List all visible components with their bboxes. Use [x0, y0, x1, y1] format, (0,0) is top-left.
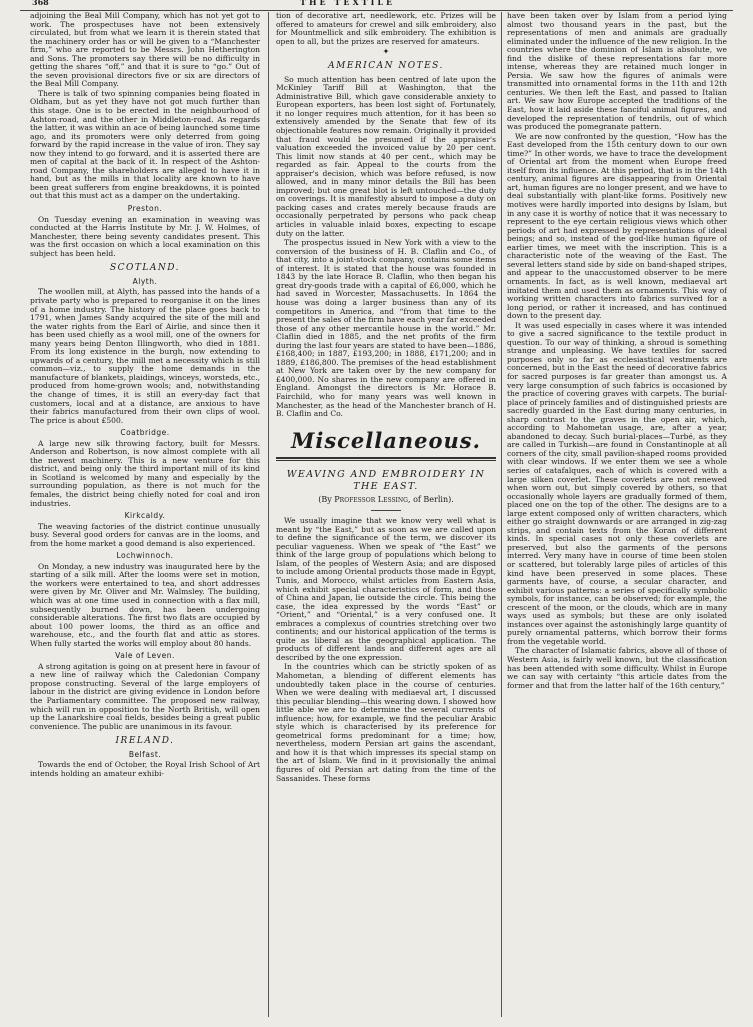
section-american-notes: AMERICAN NOTES. [328, 61, 444, 72]
american-paragraph-2: The prospectus issued in New York with a view to the conversion of the business of H. B. Claflin and Co., of that city, into a joint-stock company, contains some items of interest. It is stated that the house was founded in 1843 by the late Horace B. Claflin, who then began his great dry-goods trade with a capital of £6,000, which he had saved in Worcester, Massachusetts. In 1864 the house was doing a larger business than any of its competitors in America, and “from that time to the present the sales of the firm have each year far exceeded those of any other mercantile house in the world.” Mr. Claflin died in 1885, and the net profits of the firm during the last four years are stated to have been—1886, £168,400; in 1887, £193,200; in 1888, £171,200; and in 1889, £186,800. The premises of the head establishment at New York are taken over by the new company for £400,000. No shares in the new company are offered in England. Amongst the directors is Mr. Horace B. Fairchild, who for many years was well known in Manchester, as the head of the Manchester branch of H. B. Claflin and Co. [276, 238, 496, 419]
subhead-belfast: Belfast. [128, 749, 162, 759]
american-paragraph-1: So much attention has been centred of late upon the McKinley Tariff Bill at Washington, that the Administrative Bill, which gave considerable anxiety to European exporters, has been lost sight of. Fortunately, it no longer requires much attention, for it has been so extensively amended by the Senate that few of its objectionable features now remain. Originally it provided that fraud would be presumed if the appraiser's valuation exceeded the invoiced value by 20 per cent. This limit now stands at 40 per cent., which may be regarded as fair. Appeal to the courts from the appraiser's decision, which was before refused, is now allowed, and in many minor details the Bill has been improved; but one great blot is left untouched—the duty on coverings. It is manifestly absurd to impose a duty on packing cases and crates merely because frauds are occasionally perpetrated by persons who pack cheap articles in valuable inlaid boxes, expecting to escape duty on the latter. [276, 74, 496, 238]
column-rule-left [268, 12, 269, 1017]
weaving-continued-3: It was used especially in cases where it was intended to give a sacred significance to the textile product in question. To our way of thinking, a shroud is something strange and unpleasing. We have textiles for sacred purposes only so far as ecclesiastical vestments are concerned, but in the East the need of decorative fabrics for sacred purposes is far greater than amongst us. A very large consumption of such fabrics is occasioned by the practice of covering graves with carpets. The burial-place of princely families and of distinguished priests are sacredly guarded in the East during many centuries, in sharp contrast to the graves in the open air, which, according to Mahometan usage, are, after a year, abandoned to decay. Such burial-places—Turbé, as they are called in Turkish—are found in Constantinople at all corners of the city, small pavilion-shaped rooms provided with clear windows. If we enter them we see a whole series of catafalques, each of which is covered with a large silken coverlet. These coverlets are not renewed when worn out, but simply covered by others, so that occasionally whole layers are gradually formed of them, placed one on the top of the other. The designs are to a large extent composed only of written characters, which either go straight downwards or are arranged in zig-zag strips, and contain texts from the Koran of different kinds. In special cases not only these coverlets are preserved, but also the garments of the persons interred. Very many have in course of time been stolen or scattered, but tolerably large piles of articles of this kind have been preserved in some places. These garments have, of course, a secular character, and exhibit various patterns: a series of specifically symbolic symbols, for instance, can be observed; for example, the crescent of the moon, or the clouds, which are in many ways used as symbols; but these are only isolated instances over against the astonishingly large quantity of purely ornamental patterns, which borrow their forms from the vegetable world. [507, 320, 727, 646]
subhead-preston: Preston. [127, 204, 163, 214]
preston-paragraph: On Tuesday evening an examination in weaving was conducted at the Harris Institute by Mr. J. W. Holmes, of Manchester, there being seventy candidates present. This was the first occasion on which a local examination on this subject has been held. [30, 214, 260, 258]
weaving-continued-2: We are now confronted by the question, “How has the East developed from the 15th century down to our own time?” In other words, we have to trace the development of Oriental art from the moment when Europe freed itself from its influence. At this period, that is in the 14th century, animal figures are disappearing from Oriental art, human figures are no longer present, and we have to deal substantially with plant-like forms. Positively new motives were hardly imported into designs by Islam, but in any case it is worthy of notice that it was necessary to represent to the eye certain religious views which other periods of art had expressed by representations of ideal beings; and so, instead of the god-like human figure of earlier times, we meet with the inscription. This is a characteristic note of the weaving of the East. The several letters stand side by side on band-shaped stripes, and appear to the unaccustomed observer to be mere ornaments. In fact, as is well known, mediaeval art imitated them and used them as ornaments. This way of working written characters into fabrics survived for a long period, or rather it increased, and has continued down to the present day. [507, 131, 727, 321]
miscellaneous-heading: Miscellaneous. [291, 427, 481, 453]
running-header [20, 0, 733, 11]
column-right [507, 12, 727, 1020]
subhead-alyth: Alyth. [132, 276, 158, 286]
vale-of-leven-paragraph: A strong agitation is going on at present here in favour of a new line of railway which the Caledonian Company propose constructing. Several of the large employers of labour in the district are giving evidence in London before the Parliamentary committee. The proposed new railway, which will run in opposition to the North British, will open up the Lanarkshire coal fields, besides being a great public convenience. The public are unanimous in its favour. [30, 661, 260, 731]
belfast-continued: tion of decorative art, needlework, etc. Prizes will be offered to amateurs for crewel and silk embroidery, also for Mountmellick and silk embroidery. The exhibition is open to all, but the prizes are reserved for amateurs. [276, 12, 496, 46]
weaving-paragraph-1: We usually imagine that we know very well what is meant by “the East,” but as soon as we are called upon to define the significance of the term, we discover its peculiar vagueness. When we speak of “the East” we think of the large group of populations which belong to Islam, of the peoples of Western Asia; and are disposed to include among Oriental products those made in Egypt, Tunis, and Morocco, whilst articles from Eastern Asia, which exhibit special characteristics of form, and those of China and Japan, lie outside the circle. This being the case, the idea expressed by the words “East” or “Orient,” and “Oriental,” is a very confused one. It embraces a complexus of countries stretching over two continents; and our historical application of the terms is quite as liberal as the geographical application. The products of different lands and different ages are all described by the one expression. [276, 516, 496, 662]
kirkcaldy-paragraph: The weaving factories of the district continue unusually busy. Several good orders for canvas are in the looms, and from the home market a good demand is also experienced. [30, 521, 260, 548]
column-middle [276, 12, 496, 1020]
byline-prefix: (By [318, 494, 335, 504]
coatbridge-paragraph: A large new silk throwing factory, built for Messrs. Anderson and Robertson, is now almost complete with all the newest machinery. This is a new venture for this district, and being only the third important mill of its kind in Scotland is welcomed by many and especially by the surrounding population, as there is not much for the females, the district being chiefly noted for coal and iron industries. [30, 438, 260, 508]
belfast-paragraph: Towards the end of October, the Royal Irish School of Art intends holding an amateur exhibi- [30, 760, 260, 778]
alyth-paragraph: The woollen mill, at Alyth, has passed into the hands of a private party who is prepared to reorganise it on the lines of a home industry. The history of the place goes back to 1791, when James Sandy acquired the site of the mill and the water rights from the Earl of Airlie, and since then it has been used chiefly as a wool mill, one of the owners for many years being Denton Illingworth, who died in 1881. From its long existence in the burgh, now extending to upwards of a century, the mill met a necessity which is still common—viz., to supply the home demands in the manufacture of blankets, plaidings, winceys, worsteds, etc., produced from home-grown wools; and, notwithstanding the change of times, it is still an every-day fact that customers, local and at a distance, are anxious to have their fabrics manufactured from their own clips of wool. The price is about £500. [30, 287, 260, 425]
column-rule-right [501, 12, 502, 1017]
article-title: WEAVING AND EMBROIDERY IN THE EAST. [286, 468, 486, 492]
subhead-kirkcaldy: Kirkcaldy. [124, 511, 166, 521]
weaving-continued-1: have been taken over by Islam from a period lying almost two thousand years in the past, but the representations of men and animals are gradually eliminated under the influence of the new religion. In the countries where the dominion of Islam is absolute, we find the dislike of these representations far more intense, whereas they are retained much longer in Persia. We saw how the figures of animals were transmitted into ornamental forms in the 11th and 12th centuries. We then left the East, and passed to Italian art. We saw how Europe accepted the traditions of the East, how it laid aside these fanciful animal figures, and developed the representation of tendrils, out of which was produced the pomegranate pattern. [507, 12, 727, 132]
byline-author: Professor Lessing [334, 494, 408, 504]
weaving-continued-4: The character of Islamatic fabrics, above all of those of Western Asia, is fairly well known, but the classification has been attended with some difficulty. Whilst in Europe we can say with certainty “this article dates from the former and that from the latter half of the 16th century,” [507, 646, 727, 690]
star-divider: ✦ [382, 47, 390, 57]
section-ireland: IRELAND. [115, 736, 175, 747]
miscellaneous-rule [276, 457, 496, 461]
article-byline [276, 496, 496, 505]
lochwinnoch-paragraph: On Monday, a new industry was inaugurated here by the starting of a silk mill. After the looms were set in motion, the workers were entertained to tea, and short addresses were given by Mr. Oliver and Mr. Walmsley. The building, which was at one time used in connection with a flax mill, subsequently burned down, has been undergoing considerable alterations. The first two flats are occupied by about 100 power looms, the third as an office and warehouse, etc., and the fourth flat and attic as stores. When fully started the works will employ about 80 hands. [30, 561, 260, 648]
section-scotland: SCOTLAND. [109, 263, 181, 274]
weaving-paragraph-2: In the countries which can be strictly spoken of as Mahometan, a blending of different elements has undoubtedly taken place in the course of centuries. When we were dealing with mediaeval art, I discussed this peculiar blending—this wearing down. I showed how little able we are to determine the several currents of influence; how, for example, we find the peculiar Arabic style which is characterised by its preference for geometrical forms predominant for a time; how, nevertheless, modern Persian art gains the ascendant, and how it is that which impresses its special stamp on the art of Islam. We find in it provisionally the animal figures of old Persian art dating from the time of the Sassanides. These forms [276, 662, 496, 783]
byline-rule [371, 510, 401, 511]
column-left [30, 12, 260, 1020]
subhead-vale-of-leven: Vale of Leven. [115, 651, 175, 661]
byline-suffix: , of Berlin). [407, 494, 454, 504]
oldham-paragraph-2: There is talk of two spinning companies being floated in Oldham, but as yet they have not got much further than this stage. One is to be erected in the neighbourhood of Ashton-road, and the other in Middleton-road. As regards the latter, it was within an ace of being launched some time ago, and its promoters were only deterred from going forward by the rapid increase in the value of iron. They say now they intend to go forward, and it is asserted there are men of capital at the back of it. In respect of the Ashton-road Company, the shareholders are alleged to have it in hand, but as the mills in that locality are known to have been great sufferers from engine breakdowns, it is pointed out that this must act as a damper on the undertaking. [30, 88, 260, 201]
subhead-coatbridge: Coatbridge. [120, 428, 170, 438]
page-number: 368 [32, 0, 49, 7]
subhead-lochwinnoch: Lochwinnoch. [116, 551, 174, 561]
running-title: THE TEXTILE [300, 0, 396, 7]
oldham-paragraph-1: adjoining the Beal Mill Company, which has not yet got to work. The prospectuses have not been extensively circulated, but from what we learn it is therein stated that the machinery order has or will be given to a “Manchester firm,” who are reported to be Messrs. John Hetherington and Sons. The promoters say there will be no difficulty in getting the shares “off,” and that it is sure to “go.” Out of the seven provisional directors five or six are directors of the Beal Mill Company. [30, 12, 260, 89]
